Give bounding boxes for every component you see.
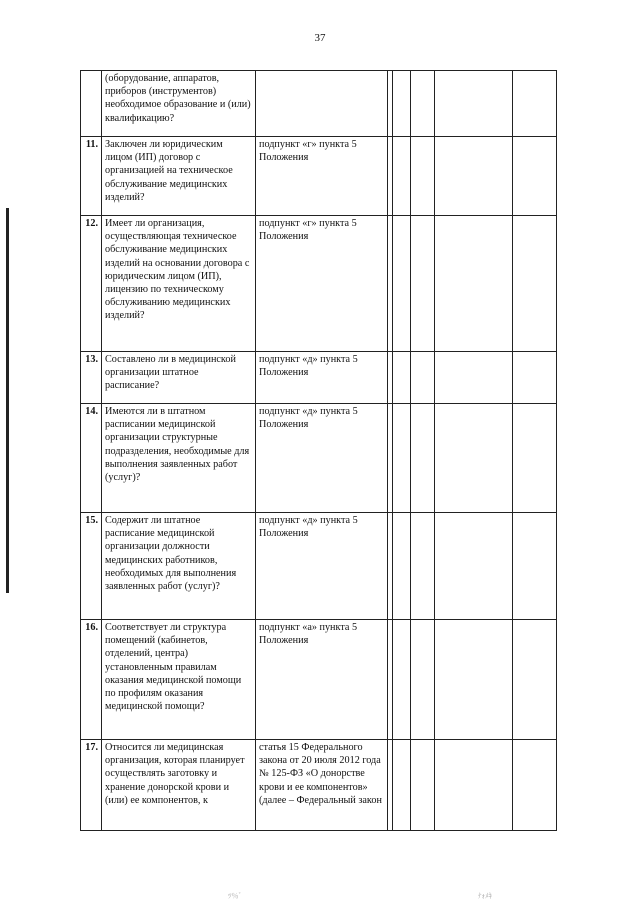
empty-cell xyxy=(411,740,435,831)
empty-cell xyxy=(513,620,557,740)
empty-cell xyxy=(513,404,557,513)
empty-cell xyxy=(513,352,557,404)
table-row xyxy=(81,620,557,740)
table-row xyxy=(81,740,557,831)
empty-cell xyxy=(411,216,435,352)
empty-cell xyxy=(411,137,435,216)
empty-cell xyxy=(435,71,513,137)
empty-cell xyxy=(435,216,513,352)
row-question: Заключен ли юридическим лицом (ИП) договор с организацией на техническое обслуживание медицинских изделий? xyxy=(102,137,256,216)
row-question: Имеются ли в штатном расписании медицинской организации структурные подразделения, необходимые для выполнения заявленных работ (услуг)? xyxy=(102,404,256,513)
row-reference xyxy=(256,71,388,137)
row-question: Составлено ли в медицинской организации штатное расписание? xyxy=(102,352,256,404)
empty-cell xyxy=(411,71,435,137)
row-number: 12. xyxy=(81,216,102,352)
row-reference: подпункт «г» пункта 5 Положения xyxy=(256,137,388,216)
row-reference: подпункт «а» пункта 5 Положения xyxy=(256,620,388,740)
checklist-table xyxy=(80,70,557,831)
table-row xyxy=(81,137,557,216)
row-reference: подпункт «г» пункта 5 Положения xyxy=(256,216,388,352)
empty-cell xyxy=(435,352,513,404)
row-reference: статья 15 Федерального закона от 20 июля 2012 года № 125-ФЗ «О донорстве крови и ее компонентов» (далее – Федеральный закон xyxy=(256,740,388,831)
table-row xyxy=(81,513,557,620)
row-question: Относится ли медицинская организация, которая планирует осуществлять заготовку и хранение донорской крови и (или) ее компонентов, к xyxy=(102,740,256,831)
empty-cell xyxy=(435,740,513,831)
empty-cell xyxy=(435,513,513,620)
row-question: Имеет ли организация, осуществляющая техническое обслуживание медицинских изделий на основании договора с юридическим лицом (ИП), лицензию по техническому обслуживанию медицинских изделий? xyxy=(102,216,256,352)
empty-cell xyxy=(393,513,411,620)
row-number: 17. xyxy=(81,740,102,831)
table-row xyxy=(81,404,557,513)
empty-cell xyxy=(435,620,513,740)
row-number: 13. xyxy=(81,352,102,404)
empty-cell xyxy=(435,404,513,513)
row-question: Соответствует ли структура помещений (кабинетов, отделений, центра) установленным правилам оказания медицинской помощи по профилям оказания медицинской помощи? xyxy=(102,620,256,740)
empty-cell xyxy=(393,137,411,216)
row-reference: подпункт «д» пункта 5 Положения xyxy=(256,404,388,513)
empty-cell xyxy=(393,620,411,740)
empty-cell xyxy=(513,137,557,216)
row-number xyxy=(81,71,102,137)
row-number: 16. xyxy=(81,620,102,740)
empty-cell xyxy=(411,620,435,740)
scan-artifact-mark: ﾂ％ﾞ xyxy=(228,892,242,900)
row-question: (оборудование, аппаратов, приборов (инструментов) необходимое образование и (или) квалификацию? xyxy=(102,71,256,137)
empty-cell xyxy=(411,513,435,620)
row-number: 11. xyxy=(81,137,102,216)
table-row xyxy=(81,71,557,137)
empty-cell xyxy=(513,740,557,831)
empty-cell xyxy=(513,216,557,352)
row-number: 14. xyxy=(81,404,102,513)
empty-cell xyxy=(411,352,435,404)
empty-cell xyxy=(393,740,411,831)
empty-cell xyxy=(393,71,411,137)
empty-cell xyxy=(435,137,513,216)
row-number: 15. xyxy=(81,513,102,620)
table-row xyxy=(81,352,557,404)
empty-cell xyxy=(393,404,411,513)
table-row xyxy=(81,216,557,352)
page-number: 37 xyxy=(314,32,326,44)
empty-cell xyxy=(513,513,557,620)
empty-cell xyxy=(393,352,411,404)
empty-cell xyxy=(411,404,435,513)
empty-cell xyxy=(513,71,557,137)
empty-cell xyxy=(393,216,411,352)
row-question: Содержит ли штатное расписание медицинской организации должности медицинских работников, необходимых для выполнения заявленных работ (услуг)? xyxy=(102,513,256,620)
row-reference: подпункт «д» пункта 5 Положения xyxy=(256,352,388,404)
scan-artifact-mark: ﾅｫﾒｷ xyxy=(478,892,492,900)
scan-margin-line xyxy=(6,208,9,593)
row-reference: подпункт «д» пункта 5 Положения xyxy=(256,513,388,620)
